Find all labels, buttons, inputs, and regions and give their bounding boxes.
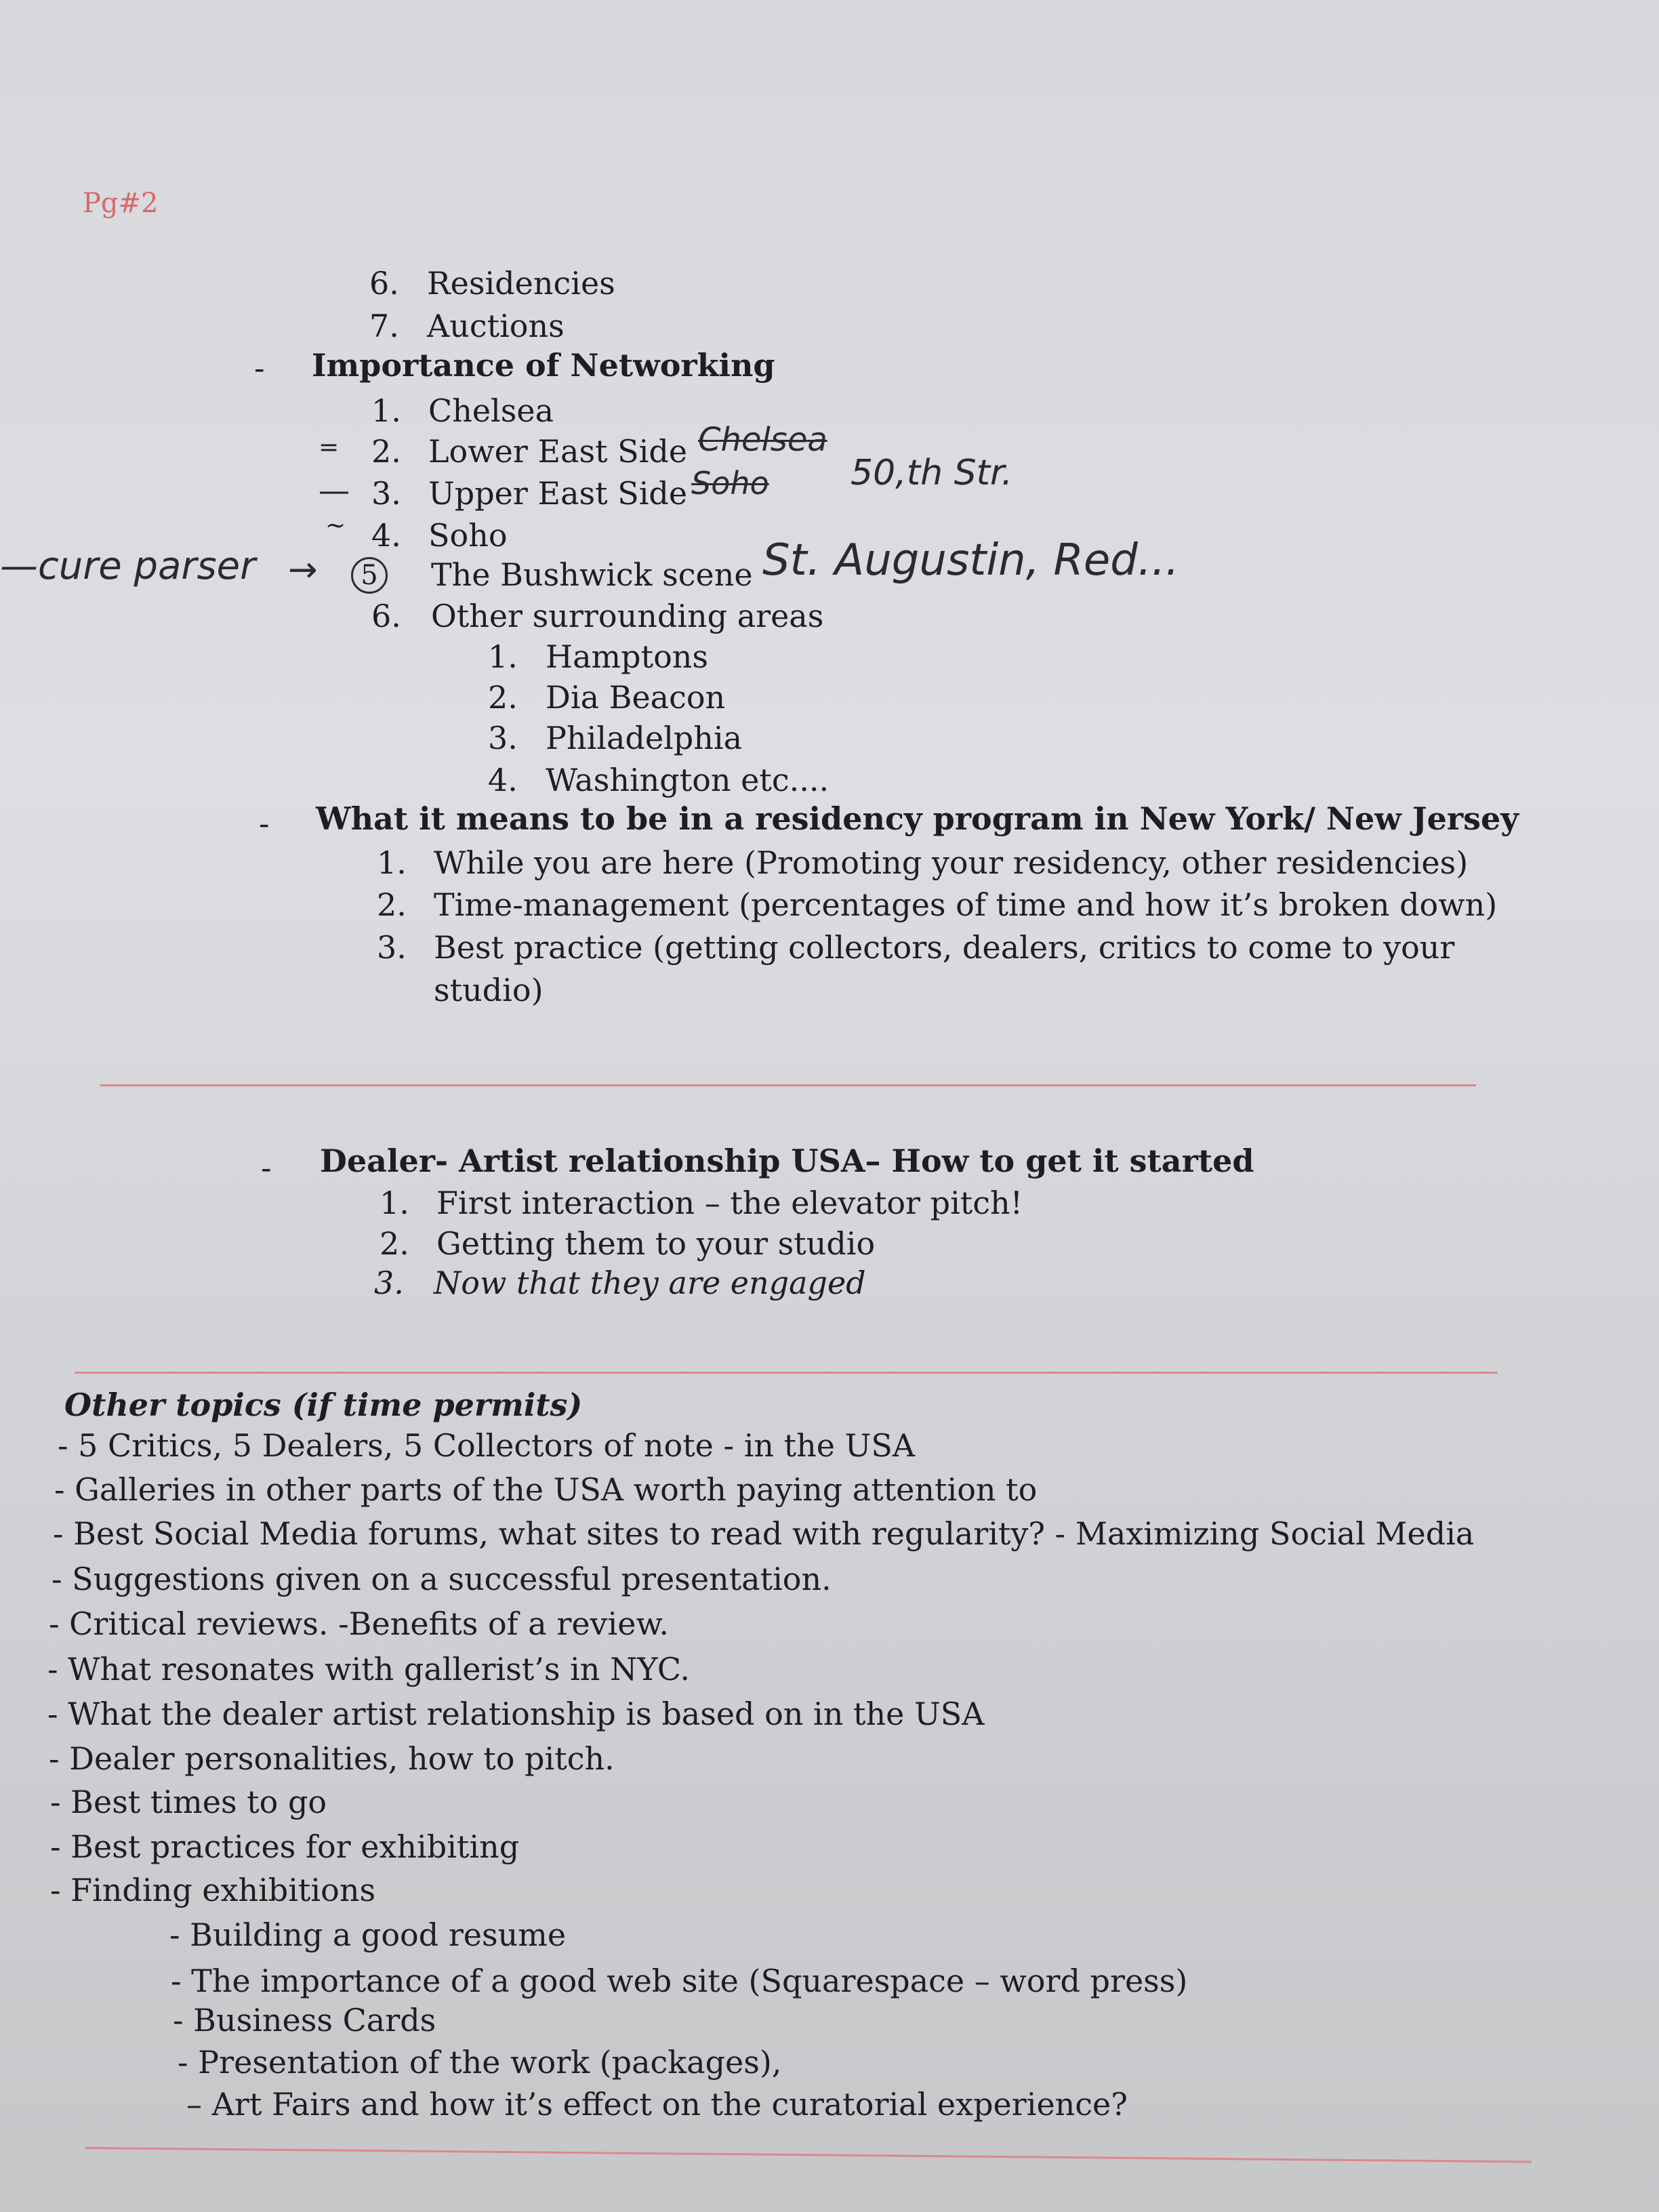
- list-item-label: Hamptons: [546, 638, 709, 675]
- item-number: 4.: [371, 517, 401, 554]
- residency-heading: What it means to be in a residency program in New York/ New Jersey: [316, 800, 1519, 837]
- section-divider: [100, 1084, 1476, 1086]
- sub-list-item: - Presentation of the work (packages),: [178, 2044, 782, 2081]
- handwritten-bushwick-note: St. Augustin, Red...: [762, 535, 1179, 586]
- item-number: 4.: [488, 762, 518, 798]
- circled-number: 5: [351, 557, 388, 594]
- list-item: [369, 265, 399, 302]
- list-item: - Best times to go: [50, 1784, 327, 1820]
- sub-list-item: - Business Cards: [173, 2002, 436, 2039]
- list-item-label: Chelsea: [428, 392, 554, 429]
- handwritten-street-note: 50,th Str.: [851, 453, 1013, 493]
- item-number: 3.: [488, 720, 518, 756]
- bullet-dash: -: [259, 805, 270, 842]
- list-item-label: The Bushwick scene: [431, 556, 753, 593]
- list-item-label: Dia Beacon: [546, 679, 726, 716]
- item-number: 2.: [380, 1225, 409, 1262]
- bullet-dash: -: [254, 350, 265, 386]
- list-item-label: While you are here (Promoting your residency, other residencies): [434, 844, 1469, 881]
- list-item: - 5 Critics, 5 Dealers, 5 Collectors of note - in the USA: [58, 1427, 916, 1464]
- list-item: - Best practices for exhibiting: [50, 1828, 520, 1865]
- item-number: 2.: [371, 433, 401, 470]
- item-number: 1.: [377, 844, 407, 881]
- networking-heading: Importance of Networking: [312, 347, 775, 384]
- sub-list-item: - Building a good resume: [169, 1917, 567, 1953]
- list-item-label: Soho: [428, 517, 508, 554]
- item-number: 7.: [369, 308, 399, 344]
- list-item-label: Now that they are engaged: [434, 1265, 866, 1301]
- sub-list-item: – Art Fairs and how it’s effect on the curatorial experience?: [186, 2086, 1128, 2123]
- list-item: - What resonates with gallerist’s in NYC.: [47, 1651, 691, 1687]
- item-number: 2.: [377, 886, 407, 923]
- list-item: - Suggestions given on a successful presentation.: [52, 1561, 832, 1597]
- handwritten-margin-note: —cure parser: [0, 544, 256, 588]
- list-item: - Finding exhibitions: [50, 1872, 376, 1908]
- list-item-label: Other surrounding areas: [431, 598, 824, 634]
- item-number: 1.: [488, 638, 518, 675]
- item-number: 6.: [369, 265, 399, 302]
- item-number: 1.: [380, 1185, 409, 1221]
- item-number: 3.: [374, 1265, 404, 1301]
- item-number: 3.: [377, 929, 407, 966]
- item-number: 1.: [371, 392, 401, 429]
- sub-list-item: - The importance of a good web site (Squarespace – word press): [171, 1963, 1188, 1999]
- section-divider: [75, 1372, 1498, 1374]
- list-item-label: Getting them to your studio: [436, 1225, 876, 1262]
- dealer-heading: Dealer- Artist relationship USA– How to get it started: [320, 1143, 1254, 1179]
- list-item-label: Residencies: [427, 265, 615, 302]
- list-item: - What the dealer artist relationship is based on in the USA: [47, 1696, 985, 1732]
- item-number-circled: [351, 557, 388, 594]
- item-number: 6.: [371, 598, 401, 634]
- list-item-label: Upper East Side: [428, 475, 688, 512]
- margin-tick: =: [319, 434, 340, 462]
- other-heading: Other topics (if time permits): [64, 1387, 583, 1423]
- handwritten-strike-soho: Soho: [691, 465, 769, 501]
- item-number: 3.: [371, 475, 401, 512]
- bullet-dash: -: [261, 1149, 272, 1186]
- list-item: - Galleries in other parts of the USA worth paying attention to: [54, 1471, 1038, 1508]
- arrow-icon: →: [288, 550, 318, 590]
- list-item-label: Lower East Side: [428, 433, 688, 470]
- list-item-label: Philadelphia: [546, 720, 743, 756]
- page-number: Pg#2: [83, 188, 159, 219]
- list-item-label: First interaction – the elevator pitch!: [436, 1185, 1023, 1221]
- list-item-label: Washington etc....: [546, 762, 830, 798]
- list-item: - Best Social Media forums, what sites to read with regularity? - Maximizing Social Media: [53, 1515, 1475, 1552]
- list-item: - Dealer personalities, how to pitch.: [49, 1740, 615, 1777]
- list-item-label: Time-management (percentages of time and how it’s broken down): [434, 886, 1498, 923]
- list-item-label: Best practice (getting collectors, dealers, critics to come to your: [434, 929, 1455, 966]
- list-item-label: studio): [434, 972, 544, 1008]
- handwritten-strike-chelsea: Chelsea: [698, 421, 827, 459]
- margin-tick: —: [319, 472, 350, 508]
- margin-tick: ~: [325, 512, 346, 539]
- list-item: - Critical reviews. -Benefits of a review.: [49, 1605, 670, 1642]
- list-item-label: Auctions: [427, 308, 565, 344]
- section-divider: [85, 2147, 1532, 2163]
- item-number: 2.: [488, 679, 518, 716]
